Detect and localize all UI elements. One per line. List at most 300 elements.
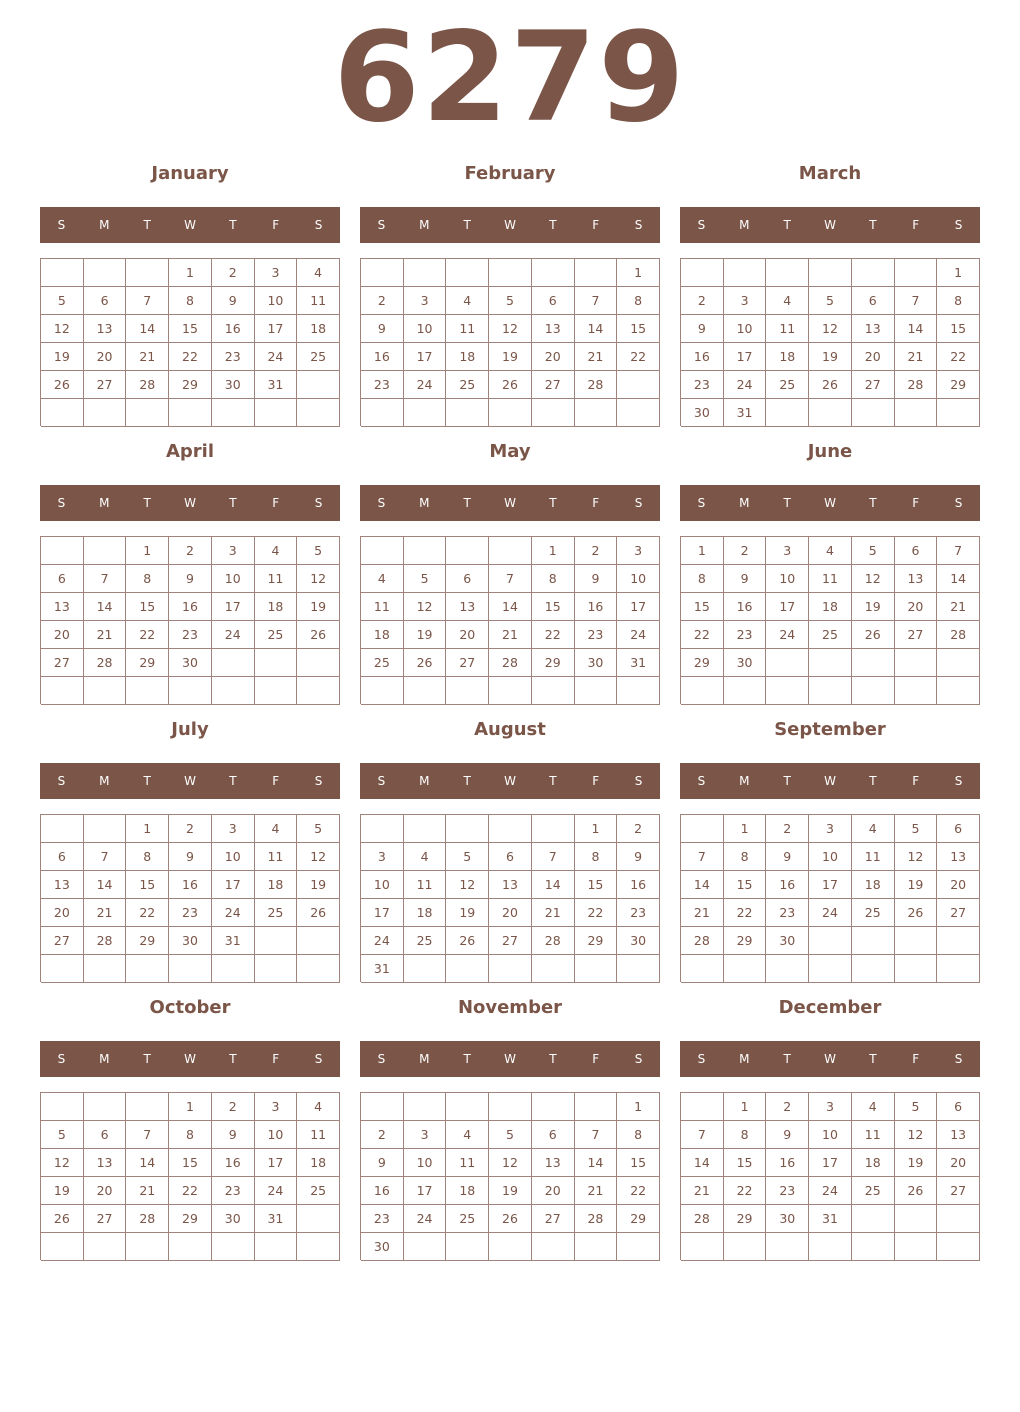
day-cell: 25 (255, 899, 298, 927)
day-cell: 19 (404, 621, 447, 649)
day-cell: 14 (126, 315, 169, 343)
day-cell: 28 (681, 927, 724, 955)
weekday-label: W (824, 1052, 836, 1066)
day-cell: 16 (169, 871, 212, 899)
month-name: August (474, 719, 546, 740)
day-cell: 23 (169, 899, 212, 927)
day-cell: 19 (809, 343, 852, 371)
day-cell: 22 (126, 621, 169, 649)
day-cell: 9 (361, 315, 404, 343)
empty-day-cell (895, 1205, 938, 1233)
weekday-header (360, 1041, 660, 1077)
day-cell: 6 (84, 287, 127, 315)
day-cell: 19 (297, 871, 340, 899)
day-cell: 20 (937, 1149, 980, 1177)
day-cell: 17 (617, 593, 660, 621)
day-cell: 19 (297, 593, 340, 621)
day-cell: 15 (169, 1149, 212, 1177)
day-cell: 21 (84, 899, 127, 927)
day-cell: 21 (575, 1177, 618, 1205)
empty-day-cell (937, 955, 980, 983)
day-cell: 8 (724, 1121, 767, 1149)
day-cell: 16 (766, 1149, 809, 1177)
day-cell: 20 (446, 621, 489, 649)
empty-day-cell (361, 537, 404, 565)
day-cell: 15 (169, 315, 212, 343)
day-cell: 18 (446, 343, 489, 371)
day-cell: 4 (446, 287, 489, 315)
empty-day-cell (681, 677, 724, 705)
weekday-label: S (377, 1052, 386, 1066)
day-cell: 18 (852, 1149, 895, 1177)
day-cell: 5 (809, 287, 852, 315)
empty-day-cell (297, 399, 340, 427)
day-cell: 14 (575, 1149, 618, 1177)
day-cell: 24 (255, 343, 298, 371)
empty-day-cell (84, 815, 127, 843)
day-cell: 12 (489, 315, 532, 343)
empty-day-cell (681, 1233, 724, 1261)
day-cell: 12 (41, 1149, 84, 1177)
empty-day-cell (361, 399, 404, 427)
day-cell: 18 (446, 1177, 489, 1205)
day-cell: 30 (212, 371, 255, 399)
day-cell: 20 (895, 593, 938, 621)
day-cell: 31 (255, 1205, 298, 1233)
day-cell: 11 (766, 315, 809, 343)
day-cell: 23 (617, 899, 660, 927)
day-cell: 10 (404, 315, 447, 343)
day-cell: 7 (126, 287, 169, 315)
day-cell: 23 (575, 621, 618, 649)
empty-day-cell (681, 815, 724, 843)
day-cell: 23 (724, 621, 767, 649)
empty-day-cell (84, 1233, 127, 1261)
empty-day-cell (404, 259, 447, 287)
day-cell: 17 (255, 1149, 298, 1177)
day-cell: 14 (681, 1149, 724, 1177)
empty-day-cell (809, 399, 852, 427)
month-name: March (798, 163, 862, 184)
weekday-label: S (697, 1052, 706, 1066)
day-cell: 20 (41, 899, 84, 927)
empty-day-cell (361, 815, 404, 843)
day-cell: 12 (809, 315, 852, 343)
day-grid (40, 814, 340, 982)
day-cell: 6 (84, 1121, 127, 1149)
day-cell: 22 (169, 1177, 212, 1205)
empty-day-cell (361, 259, 404, 287)
empty-day-cell (446, 399, 489, 427)
day-cell: 26 (446, 927, 489, 955)
empty-day-cell (404, 537, 447, 565)
day-cell: 28 (84, 927, 127, 955)
day-cell: 5 (297, 815, 340, 843)
day-cell: 8 (169, 287, 212, 315)
empty-day-cell (489, 259, 532, 287)
weekday-label: M (99, 774, 110, 788)
day-cell: 30 (361, 1233, 404, 1261)
day-grid (360, 258, 660, 426)
day-cell: 24 (809, 1177, 852, 1205)
day-cell: 20 (532, 1177, 575, 1205)
empty-day-cell (169, 399, 212, 427)
day-cell: 25 (446, 1205, 489, 1233)
day-cell: 28 (681, 1205, 724, 1233)
day-cell: 15 (724, 1149, 767, 1177)
day-cell: 16 (681, 343, 724, 371)
day-cell: 12 (489, 1149, 532, 1177)
day-cell: 3 (255, 1093, 298, 1121)
weekday-label: F (592, 218, 600, 232)
empty-day-cell (404, 399, 447, 427)
day-cell: 12 (41, 315, 84, 343)
day-cell: 3 (404, 287, 447, 315)
day-cell: 10 (617, 565, 660, 593)
empty-day-cell (84, 955, 127, 983)
day-cell: 20 (41, 621, 84, 649)
weekday-label: S (314, 1052, 323, 1066)
empty-day-cell (937, 677, 980, 705)
day-cell: 19 (446, 899, 489, 927)
day-cell: 29 (126, 927, 169, 955)
day-cell: 21 (126, 343, 169, 371)
empty-day-cell (446, 955, 489, 983)
empty-day-cell (212, 399, 255, 427)
day-cell: 16 (724, 593, 767, 621)
day-cell: 15 (681, 593, 724, 621)
day-cell: 11 (404, 871, 447, 899)
day-cell: 30 (724, 649, 767, 677)
day-cell: 2 (212, 1093, 255, 1121)
empty-day-cell (895, 1233, 938, 1261)
weekday-label: F (912, 1052, 920, 1066)
day-cell: 11 (297, 287, 340, 315)
day-cell: 7 (937, 537, 980, 565)
day-cell: 27 (446, 649, 489, 677)
day-cell: 11 (255, 843, 298, 871)
day-grid (360, 1092, 660, 1260)
day-cell: 25 (809, 621, 852, 649)
day-cell: 17 (809, 1149, 852, 1177)
weekday-label: W (824, 774, 836, 788)
weekday-label: F (272, 1052, 280, 1066)
empty-day-cell (255, 399, 298, 427)
weekday-label: S (697, 496, 706, 510)
day-cell: 17 (404, 343, 447, 371)
day-cell: 14 (489, 593, 532, 621)
day-cell: 16 (212, 1149, 255, 1177)
day-cell: 22 (681, 621, 724, 649)
weekday-label: T (143, 218, 151, 232)
empty-day-cell (766, 259, 809, 287)
empty-day-cell (617, 677, 660, 705)
day-cell: 17 (212, 593, 255, 621)
day-cell: 16 (212, 315, 255, 343)
weekday-label: T (549, 496, 557, 510)
day-cell: 9 (617, 843, 660, 871)
weekday-header (360, 485, 660, 521)
day-cell: 3 (617, 537, 660, 565)
day-cell: 1 (937, 259, 980, 287)
day-cell: 27 (532, 371, 575, 399)
day-cell: 2 (766, 1093, 809, 1121)
day-cell: 13 (937, 1121, 980, 1149)
day-grid (40, 258, 340, 426)
day-cell: 1 (575, 815, 618, 843)
day-cell: 2 (361, 287, 404, 315)
empty-day-cell (212, 1233, 255, 1261)
empty-day-cell (852, 955, 895, 983)
day-cell: 7 (84, 565, 127, 593)
weekday-label: T (463, 496, 471, 510)
day-cell: 16 (361, 1177, 404, 1205)
empty-day-cell (404, 1233, 447, 1261)
weekday-header (680, 207, 980, 243)
day-grid (40, 536, 340, 704)
day-cell: 6 (895, 537, 938, 565)
day-cell: 24 (724, 371, 767, 399)
weekday-label: S (314, 218, 323, 232)
weekday-label: W (184, 1052, 196, 1066)
day-cell: 21 (489, 621, 532, 649)
day-cell: 22 (126, 899, 169, 927)
empty-day-cell (446, 1233, 489, 1261)
day-cell: 6 (41, 565, 84, 593)
day-cell: 28 (126, 1205, 169, 1233)
weekday-label: T (229, 1052, 237, 1066)
day-cell: 27 (41, 927, 84, 955)
empty-day-cell (446, 1093, 489, 1121)
day-cell: 22 (169, 343, 212, 371)
weekday-label: T (783, 1052, 791, 1066)
day-cell: 25 (297, 343, 340, 371)
day-cell: 24 (361, 927, 404, 955)
day-cell: 16 (617, 871, 660, 899)
day-cell: 28 (575, 1205, 618, 1233)
weekday-label: S (314, 496, 323, 510)
empty-day-cell (489, 537, 532, 565)
empty-day-cell (404, 1093, 447, 1121)
weekday-header (40, 1041, 340, 1077)
empty-day-cell (766, 399, 809, 427)
month-name: July (171, 719, 209, 740)
weekday-label: M (739, 496, 750, 510)
empty-day-cell (297, 1233, 340, 1261)
empty-day-cell (297, 371, 340, 399)
weekday-label: W (184, 774, 196, 788)
empty-day-cell (446, 677, 489, 705)
day-cell: 3 (809, 1093, 852, 1121)
empty-day-cell (532, 815, 575, 843)
day-cell: 21 (532, 899, 575, 927)
day-cell: 25 (404, 927, 447, 955)
day-cell: 15 (937, 315, 980, 343)
day-cell: 26 (895, 899, 938, 927)
day-grid (680, 1092, 980, 1260)
day-cell: 4 (446, 1121, 489, 1149)
day-cell: 11 (809, 565, 852, 593)
day-cell: 26 (297, 899, 340, 927)
day-cell: 7 (895, 287, 938, 315)
day-cell: 5 (41, 287, 84, 315)
day-cell: 11 (852, 1121, 895, 1149)
day-cell: 6 (489, 843, 532, 871)
day-cell: 1 (617, 1093, 660, 1121)
empty-day-cell (895, 649, 938, 677)
day-cell: 23 (766, 1177, 809, 1205)
empty-day-cell (84, 1093, 127, 1121)
empty-day-cell (937, 1205, 980, 1233)
weekday-label: S (314, 774, 323, 788)
day-cell: 7 (532, 843, 575, 871)
day-cell: 25 (766, 371, 809, 399)
day-cell: 26 (41, 371, 84, 399)
empty-day-cell (212, 677, 255, 705)
day-cell: 19 (489, 343, 532, 371)
day-cell: 17 (255, 315, 298, 343)
day-cell: 10 (404, 1149, 447, 1177)
day-cell: 31 (724, 399, 767, 427)
day-cell: 23 (212, 343, 255, 371)
day-cell: 9 (681, 315, 724, 343)
day-cell: 3 (766, 537, 809, 565)
empty-day-cell (766, 677, 809, 705)
weekday-label: F (592, 774, 600, 788)
weekday-label: S (954, 218, 963, 232)
day-cell: 7 (126, 1121, 169, 1149)
empty-day-cell (169, 1233, 212, 1261)
day-cell: 29 (681, 649, 724, 677)
day-cell: 2 (575, 537, 618, 565)
day-cell: 28 (84, 649, 127, 677)
day-cell: 9 (212, 1121, 255, 1149)
day-cell: 27 (852, 371, 895, 399)
empty-day-cell (297, 927, 340, 955)
day-cell: 11 (297, 1121, 340, 1149)
day-cell: 9 (766, 843, 809, 871)
day-cell: 25 (852, 1177, 895, 1205)
empty-day-cell (575, 1233, 618, 1261)
day-cell: 11 (446, 1149, 489, 1177)
day-cell: 1 (617, 259, 660, 287)
empty-day-cell (937, 1233, 980, 1261)
day-cell: 18 (255, 871, 298, 899)
day-cell: 8 (937, 287, 980, 315)
day-cell: 21 (681, 899, 724, 927)
day-cell: 15 (126, 871, 169, 899)
weekday-label: W (504, 1052, 516, 1066)
day-cell: 29 (169, 1205, 212, 1233)
weekday-label: S (954, 1052, 963, 1066)
day-cell: 23 (681, 371, 724, 399)
empty-day-cell (126, 1233, 169, 1261)
empty-day-cell (532, 955, 575, 983)
empty-day-cell (809, 1233, 852, 1261)
day-cell: 26 (404, 649, 447, 677)
day-cell: 9 (212, 287, 255, 315)
day-grid (40, 1092, 340, 1260)
day-cell: 3 (255, 259, 298, 287)
day-cell: 11 (446, 315, 489, 343)
day-grid (680, 814, 980, 982)
day-cell: 4 (852, 1093, 895, 1121)
month-name: December (778, 997, 882, 1018)
empty-day-cell (297, 677, 340, 705)
day-cell: 6 (852, 287, 895, 315)
day-cell: 15 (724, 871, 767, 899)
empty-day-cell (937, 649, 980, 677)
day-cell: 13 (937, 843, 980, 871)
day-cell: 3 (212, 537, 255, 565)
day-cell: 2 (617, 815, 660, 843)
day-cell: 24 (766, 621, 809, 649)
day-cell: 13 (84, 315, 127, 343)
day-cell: 12 (852, 565, 895, 593)
empty-day-cell (361, 677, 404, 705)
day-cell: 14 (84, 593, 127, 621)
day-cell: 3 (809, 815, 852, 843)
day-cell: 25 (297, 1177, 340, 1205)
day-cell: 18 (809, 593, 852, 621)
day-cell: 31 (809, 1205, 852, 1233)
day-cell: 5 (489, 1121, 532, 1149)
weekday-label: S (634, 218, 643, 232)
day-cell: 19 (489, 1177, 532, 1205)
empty-day-cell (212, 955, 255, 983)
day-cell: 24 (255, 1177, 298, 1205)
weekday-label: M (99, 496, 110, 510)
day-cell: 21 (937, 593, 980, 621)
day-cell: 8 (169, 1121, 212, 1149)
day-cell: 8 (724, 843, 767, 871)
day-cell: 23 (169, 621, 212, 649)
day-cell: 29 (724, 927, 767, 955)
empty-day-cell (681, 259, 724, 287)
day-cell: 8 (617, 1121, 660, 1149)
day-cell: 28 (575, 371, 618, 399)
weekday-label: T (783, 218, 791, 232)
empty-day-cell (724, 259, 767, 287)
day-cell: 21 (126, 1177, 169, 1205)
empty-day-cell (84, 259, 127, 287)
day-cell: 14 (937, 565, 980, 593)
day-cell: 13 (41, 871, 84, 899)
day-cell: 9 (724, 565, 767, 593)
day-cell: 3 (724, 287, 767, 315)
day-cell: 10 (724, 315, 767, 343)
month-name: November (457, 997, 563, 1018)
day-cell: 1 (169, 1093, 212, 1121)
empty-day-cell (84, 399, 127, 427)
weekday-header (680, 763, 980, 799)
empty-day-cell (126, 259, 169, 287)
day-cell: 29 (724, 1205, 767, 1233)
day-cell: 2 (681, 287, 724, 315)
day-cell: 8 (532, 565, 575, 593)
weekday-label: W (504, 774, 516, 788)
day-cell: 5 (895, 1093, 938, 1121)
day-cell: 23 (361, 371, 404, 399)
weekday-label: S (57, 774, 66, 788)
day-cell: 12 (895, 843, 938, 871)
weekday-label: M (739, 1052, 750, 1066)
day-cell: 14 (126, 1149, 169, 1177)
empty-day-cell (532, 399, 575, 427)
day-cell: 24 (212, 621, 255, 649)
empty-day-cell (809, 677, 852, 705)
weekday-header (680, 1041, 980, 1077)
